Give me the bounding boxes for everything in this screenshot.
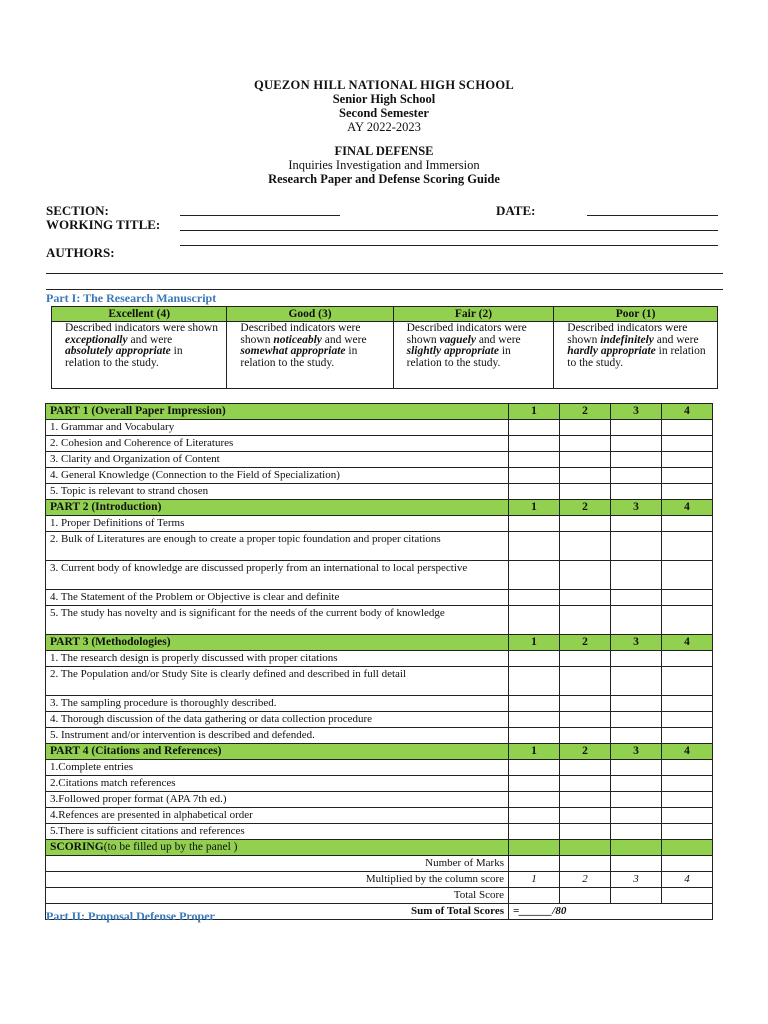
total-cell[interactable] [611, 888, 662, 904]
criterion-row [46, 516, 713, 532]
rubric-header-excellent: Excellent (4) [52, 307, 227, 322]
score-cell[interactable] [611, 760, 662, 776]
criterion-row [46, 712, 713, 728]
criterion-label: 5. The study has novelty and is significant for the needs of the current body of knowledge [46, 606, 509, 635]
total-cell[interactable] [509, 888, 560, 904]
criterion-row [46, 808, 713, 824]
criterion-row [46, 468, 713, 484]
date-label: DATE: [496, 203, 536, 218]
score-cell[interactable] [509, 590, 560, 606]
section-header-row [46, 500, 713, 516]
score-cell[interactable] [611, 561, 662, 590]
score-cell[interactable] [509, 420, 560, 436]
score-cell[interactable] [611, 468, 662, 484]
score-cell[interactable] [662, 452, 713, 468]
document-header [0, 78, 768, 186]
criterion-label: 2.Citations match references [46, 776, 509, 792]
score-cell[interactable] [509, 436, 560, 452]
criterion-label: 4. Thorough discussion of the data gathering or data collection procedure [46, 712, 509, 728]
date-line[interactable] [587, 215, 718, 216]
section-line[interactable] [180, 215, 340, 216]
rubric-cell-excellent: Described indicators were shown exceptionally and were absolutely appropriate in relation to the study. [52, 322, 227, 389]
score-cell[interactable] [662, 712, 713, 728]
score-cell[interactable] [662, 696, 713, 712]
working-title-label: WORKING TITLE: [46, 217, 161, 232]
score-cell[interactable] [611, 516, 662, 532]
score-cell[interactable] [560, 792, 611, 808]
criterion-row [46, 792, 713, 808]
criterion-row [46, 760, 713, 776]
section-label: SECTION: [46, 203, 109, 218]
score-cell[interactable] [509, 824, 560, 840]
score-cell[interactable] [560, 420, 611, 436]
score-cell[interactable] [662, 561, 713, 590]
rubric-header-fair: Fair (2) [393, 307, 554, 322]
score-column-header: 3 [611, 635, 662, 651]
score-cell[interactable] [509, 452, 560, 468]
academic-year: AY 2022-2023 [347, 120, 421, 134]
total-cell[interactable] [662, 888, 713, 904]
score-cell[interactable] [509, 696, 560, 712]
score-column-header: 1 [509, 404, 560, 420]
score-cell[interactable] [611, 808, 662, 824]
score-cell[interactable] [662, 468, 713, 484]
score-column-header: 1 [509, 635, 560, 651]
rubric-header-poor: Poor (1) [554, 307, 718, 322]
marks-cell[interactable] [560, 856, 611, 872]
score-cell[interactable] [509, 760, 560, 776]
score-cell[interactable] [611, 712, 662, 728]
rubric-table [51, 306, 718, 389]
score-cell[interactable] [611, 452, 662, 468]
score-cell[interactable] [662, 760, 713, 776]
school-name: QUEZON HILL NATIONAL HIGH SCHOOL [253, 78, 515, 92]
score-cell[interactable] [611, 728, 662, 744]
scoring-title: SCORING(to be filled up by the panel ) [46, 840, 509, 856]
criterion-row [46, 590, 713, 606]
score-cell[interactable] [560, 468, 611, 484]
authors-line-1[interactable] [46, 273, 723, 274]
score-cell[interactable] [611, 420, 662, 436]
criterion-label: 1. Grammar and Vocabulary [46, 420, 509, 436]
score-cell[interactable] [509, 728, 560, 744]
score-cell[interactable] [611, 436, 662, 452]
part1-heading: Part I: The Research Manuscript [46, 291, 217, 305]
score-cell[interactable] [611, 590, 662, 606]
score-cell[interactable] [509, 468, 560, 484]
criterion-row [46, 420, 713, 436]
rubric-cell-poor: Described indicators were shown indefinitely and were hardly appropriate in relation to the study. [554, 322, 718, 389]
score-cell[interactable] [560, 728, 611, 744]
criterion-row [46, 436, 713, 452]
criterion-row [46, 667, 713, 696]
score-cell[interactable] [611, 824, 662, 840]
score-cell[interactable] [662, 824, 713, 840]
criterion-row [46, 561, 713, 590]
authors-line-2[interactable] [46, 289, 723, 290]
score-cell[interactable] [662, 776, 713, 792]
score-cell[interactable] [611, 651, 662, 667]
criterion-label: 5. Topic is relevant to strand chosen [46, 484, 509, 500]
criterion-label: 5.There is sufficient citations and references [46, 824, 509, 840]
criterion-label: 3.Followed proper format (APA 7th ed.) [46, 792, 509, 808]
multiplier-label: Multiplied by the column score [46, 872, 509, 888]
score-cell[interactable] [560, 516, 611, 532]
score-cell[interactable] [662, 532, 713, 561]
marks-cell[interactable] [662, 856, 713, 872]
score-cell[interactable] [560, 667, 611, 696]
score-cell[interactable] [560, 452, 611, 468]
criterion-label: 4. The Statement of the Problem or Objective is clear and definite [46, 590, 509, 606]
criterion-row [46, 606, 713, 635]
score-cell[interactable] [560, 712, 611, 728]
criterion-row [46, 824, 713, 840]
marks-cell[interactable] [611, 856, 662, 872]
score-cell[interactable] [509, 651, 560, 667]
criterion-row [46, 696, 713, 712]
score-cell[interactable] [662, 808, 713, 824]
score-column-header: 2 [560, 404, 611, 420]
score-cell[interactable] [509, 561, 560, 590]
marks-cell[interactable] [509, 856, 560, 872]
rubric-cell-good: Described indicators were shown noticeably and were somewhat appropriate in relation to the study. [227, 322, 393, 389]
score-cell[interactable] [560, 696, 611, 712]
score-cell[interactable] [611, 484, 662, 500]
multiplier-value: 4 [662, 872, 713, 888]
score-cell[interactable] [560, 808, 611, 824]
scoring-table [45, 403, 713, 920]
sum-label: Sum of Total Scores [46, 904, 509, 920]
score-cell[interactable] [560, 436, 611, 452]
criterion-row [46, 651, 713, 667]
score-cell[interactable] [509, 484, 560, 500]
score-cell[interactable] [662, 516, 713, 532]
score-column-header: 4 [662, 500, 713, 516]
score-cell[interactable] [611, 532, 662, 561]
score-cell[interactable] [509, 776, 560, 792]
number-of-marks-row [46, 856, 713, 872]
section-title: PART 1 (Overall Paper Impression) [46, 404, 509, 420]
score-cell[interactable] [560, 776, 611, 792]
score-cell[interactable] [560, 651, 611, 667]
score-cell[interactable] [611, 776, 662, 792]
score-column-header: 4 [662, 744, 713, 760]
multiplier-value: 1 [509, 872, 560, 888]
criterion-label: 3. Current body of knowledge are discussed properly from an international to local perspective [46, 561, 509, 590]
criterion-label: 3. Clarity and Organization of Content [46, 452, 509, 468]
criterion-row [46, 452, 713, 468]
score-cell[interactable] [509, 808, 560, 824]
score-cell[interactable] [611, 606, 662, 635]
multiplier-value: 3 [611, 872, 662, 888]
total-score-label: Total Score [46, 888, 509, 904]
criterion-row [46, 532, 713, 561]
score-cell[interactable] [560, 606, 611, 635]
total-score-row [46, 888, 713, 904]
score-cell[interactable] [560, 532, 611, 561]
score-cell[interactable] [509, 606, 560, 635]
working-title-line-1[interactable] [180, 230, 718, 231]
score-cell[interactable] [611, 792, 662, 808]
score-cell[interactable] [662, 420, 713, 436]
working-title-line-2[interactable] [180, 245, 718, 246]
scoring-header-row [46, 840, 713, 856]
score-cell[interactable] [509, 532, 560, 561]
section-header-row [46, 404, 713, 420]
criterion-label: 2. The Population and/or Study Site is clearly defined and described in full detail [46, 667, 509, 696]
criterion-label: 1. The research design is properly discussed with proper citations [46, 651, 509, 667]
score-cell[interactable] [662, 728, 713, 744]
score-column-header: 3 [611, 404, 662, 420]
part2-heading: Part II: Proposal Defense Proper [46, 909, 215, 923]
section-header-row [46, 635, 713, 651]
rubric-cell-fair: Described indicators were shown vaguely and were slightly appropriate in relation to the study. [393, 322, 554, 389]
score-cell[interactable] [509, 792, 560, 808]
score-column-header: 2 [560, 500, 611, 516]
semester: Second Semester [339, 106, 429, 120]
school-level: Senior High School [332, 92, 436, 106]
score-cell[interactable] [662, 651, 713, 667]
score-cell[interactable] [509, 516, 560, 532]
criterion-row [46, 776, 713, 792]
authors-label: AUTHORS: [46, 245, 115, 260]
score-column-header: 1 [509, 744, 560, 760]
criterion-label: 1. Proper Definitions of Terms [46, 516, 509, 532]
score-cell[interactable] [560, 760, 611, 776]
total-cell[interactable] [560, 888, 611, 904]
score-column-header: 2 [560, 744, 611, 760]
score-cell[interactable] [662, 484, 713, 500]
score-column-header: 4 [662, 404, 713, 420]
score-cell[interactable] [662, 667, 713, 696]
section-title: PART 4 (Citations and References) [46, 744, 509, 760]
score-cell[interactable] [662, 792, 713, 808]
multiplier-value: 2 [560, 872, 611, 888]
score-column-header: 4 [662, 635, 713, 651]
number-of-marks-label: Number of Marks [46, 856, 509, 872]
sum-value[interactable]: =______/80 [509, 904, 713, 920]
section-title: PART 3 (Methodologies) [46, 635, 509, 651]
criterion-label: 4.Refences are presented in alphabetical order [46, 808, 509, 824]
score-cell[interactable] [509, 712, 560, 728]
criterion-label: 2. Bulk of Literatures are enough to create a proper topic foundation and proper citations [46, 532, 509, 561]
score-cell[interactable] [662, 606, 713, 635]
score-column-header: 2 [560, 635, 611, 651]
multiplier-row [46, 872, 713, 888]
score-column-header: 3 [611, 744, 662, 760]
score-cell[interactable] [560, 824, 611, 840]
score-cell[interactable] [611, 696, 662, 712]
section-header-row [46, 744, 713, 760]
score-cell[interactable] [509, 667, 560, 696]
criterion-label: 5. Instrument and/or intervention is described and defended. [46, 728, 509, 744]
score-cell[interactable] [560, 561, 611, 590]
criterion-row [46, 484, 713, 500]
criterion-label: 2. Cohesion and Coherence of Literatures [46, 436, 509, 452]
score-cell[interactable] [560, 590, 611, 606]
defense-title: FINAL DEFENSE [334, 144, 434, 158]
score-column-header: 3 [611, 500, 662, 516]
criterion-label: 1.Complete entries [46, 760, 509, 776]
score-cell[interactable] [611, 667, 662, 696]
rubric-header-good: Good (3) [227, 307, 393, 322]
score-column-header: 1 [509, 500, 560, 516]
score-cell[interactable] [662, 436, 713, 452]
guide-title: Research Paper and Defense Scoring Guide [268, 172, 500, 186]
criterion-row [46, 728, 713, 744]
criterion-label: 4. General Knowledge (Connection to the Field of Specialization) [46, 468, 509, 484]
section-title: PART 2 (Introduction) [46, 500, 509, 516]
score-cell[interactable] [662, 590, 713, 606]
subject-name: Inquiries Investigation and Immersion [288, 158, 480, 172]
criterion-label: 3. The sampling procedure is thoroughly described. [46, 696, 509, 712]
score-cell[interactable] [560, 484, 611, 500]
